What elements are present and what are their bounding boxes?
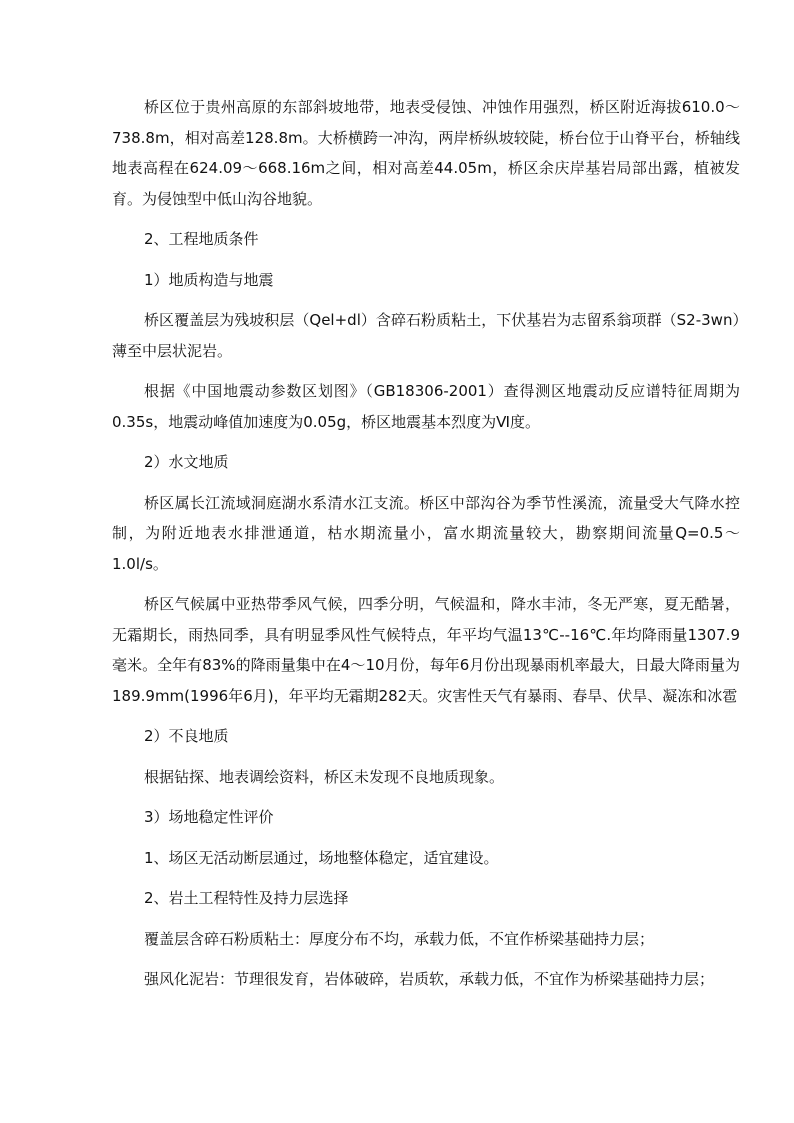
paragraph-climate: 桥区气候属中亚热带季风气候，四季分明，气候温和，降水丰沛，冬无严寒，夏无酷暑，无霜期长，雨热同季，具有明显季风性气候特点，年平均气温13℃--16℃.年均降雨量1307.9毫米。全年有83%的降雨量集中在4～10月份，每年6月份出现暴雨机率最大，日最大降雨量为189.9mm(1996年6月)，年平均无霜期282天。灾害性天气有暴雨、春旱、伏旱、凝冻和冰雹 — [112, 595, 740, 705]
paragraph-overburden: 覆盖层含碎石粉质粘土：厚度分布不均，承载力低，不宜作桥梁基础持力层； — [144, 929, 655, 948]
paragraph-stability-2: 2、岩土工程特性及持力层选择 — [144, 889, 349, 907]
paragraph-stability-1: 1、场区无活动断层通过，场地整体稳定，适宜建设。 — [144, 848, 499, 867]
paragraph-water-system: 桥区属长江流域洞庭湖水系清水江支流。桥区中部沟谷为季节性溪流，流量受大气降水控制，为附近地表水排泄通道，枯水期流量小，富水期流量较大，勘察期间流量Q=0.5～1.0l/s。 — [112, 493, 740, 573]
paragraph-geomorphology: 桥区位于贵州高原的东部斜坡地带，地表受侵蚀、冲蚀作用强烈，桥区附近海拔610.0～738.8m，相对高差128.8m。大桥横跨一冲沟，两岸桥纵坡较陡，桥台位于山脊平台，桥轴线地表高程在624.09～668.16m之间，相对高差44.05m，桥区余庆岸基岩局部出露，植被发育。为侵蚀型中低山沟谷地貌。 — [112, 98, 740, 208]
subheading-structure-earthquake: 1）地质构造与地震 — [144, 270, 274, 289]
subheading-adverse-geology: 2）不良地质 — [144, 727, 229, 745]
paragraph-seismic: 根据《中国地震动参数区划图》（GB18306-2001）查得测区地震动反应谱特征周期为0.35s，地震动峰值加速度为0.05g，桥区地震基本烈度为Ⅵ度。 — [112, 382, 740, 431]
paragraph-adverse-geology: 根据钻探、地表调绘资料，桥区未发现不良地质现象。 — [144, 767, 505, 786]
paragraph-weathered-mudstone: 强风化泥岩：节理很发育，岩体破碎，岩质软，承载力低，不宜作为桥梁基础持力层； — [144, 970, 715, 988]
paragraph-strata: 桥区覆盖层为残坡积层（Qel+dl）含碎石粉质粘土，下伏基岩为志留系翁项群（S2-3wn）薄至中层状泥岩。 — [112, 311, 740, 360]
document-page — [112, 92, 740, 1005]
section-heading-engineering-geology: 2、工程地质条件 — [144, 230, 259, 248]
subheading-site-stability: 3）场地稳定性评价 — [144, 808, 274, 826]
subheading-hydrogeology: 2）水文地质 — [144, 453, 229, 471]
